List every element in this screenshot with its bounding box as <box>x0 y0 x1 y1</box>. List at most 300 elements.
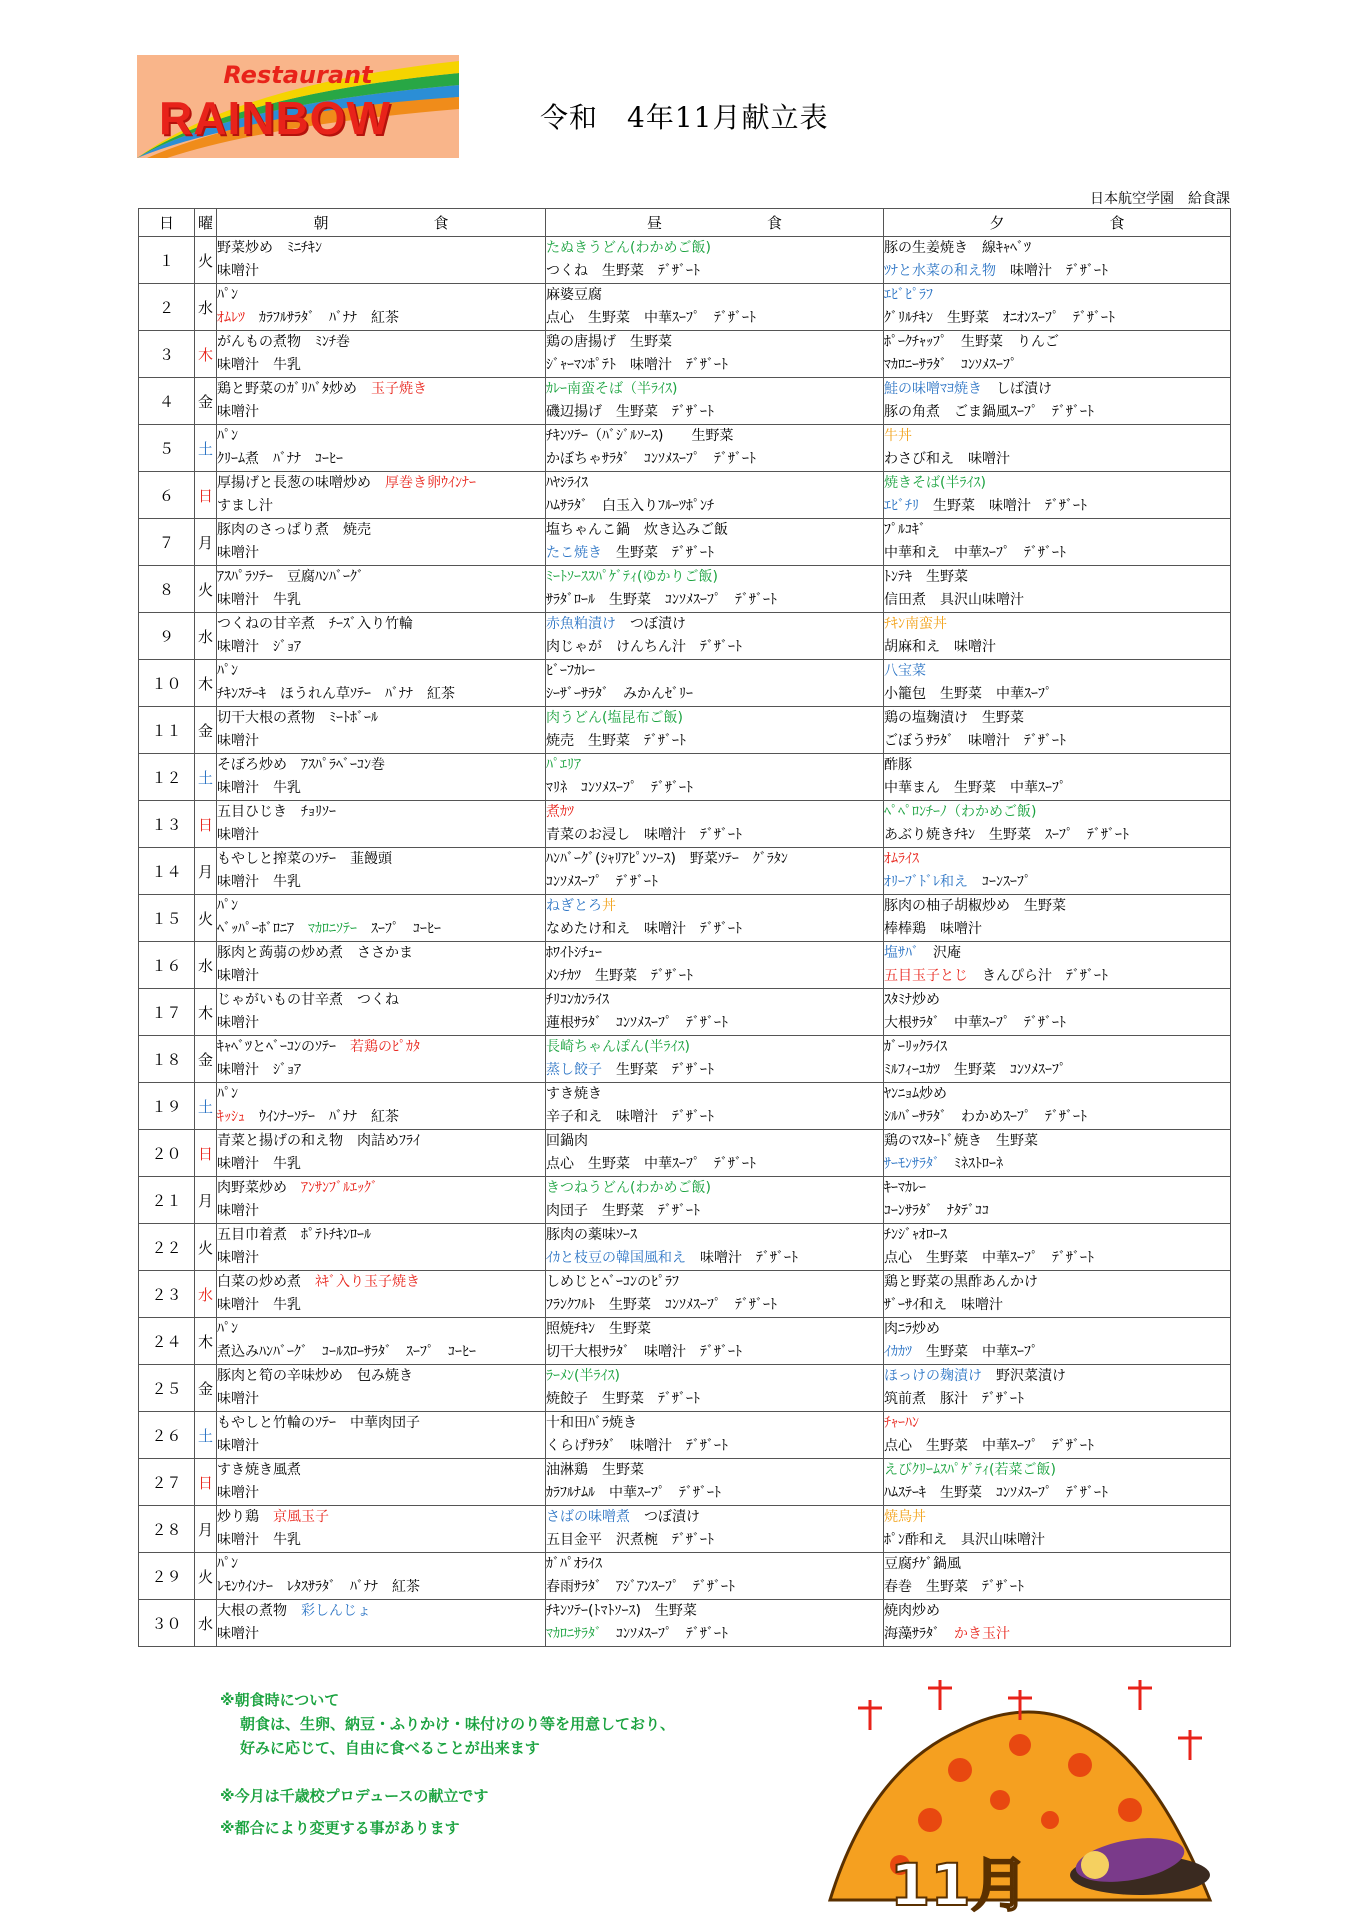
lunch-line <box>546 942 883 965</box>
day-cell: ２０ <box>139 1130 195 1177</box>
menu-item-text: ｸﾘｰﾑ煮 ﾊﾞﾅﾅ ｺｰﾋｰ <box>217 451 343 467</box>
breakfast-line <box>217 777 545 800</box>
dinner-cell <box>884 1553 1231 1600</box>
breakfast-line <box>217 1153 545 1176</box>
menu-item-text: 辛子和え 味噌汁 ﾃﾞｻﾞｰﾄ <box>546 1109 714 1125</box>
menu-item-text: 照焼ﾁｷﾝ 生野菜 <box>546 1321 651 1337</box>
breakfast-line <box>217 1059 545 1082</box>
weekday-cell: 日 <box>195 801 217 848</box>
menu-item-text: ｶﾞｰﾘｯｸﾗｲｽ <box>884 1039 947 1055</box>
breakfast-line <box>217 730 545 753</box>
menu-item-text: ねぎとろ <box>546 898 602 914</box>
lunch-cell <box>546 237 884 284</box>
dinner-line <box>884 1083 1230 1106</box>
lunch-line <box>546 1271 883 1294</box>
lunch-cell <box>546 801 884 848</box>
menu-item-text: 味噌汁 <box>217 404 259 420</box>
lunch-line <box>546 1482 883 1505</box>
menu-item-text: ﾊﾝﾊﾞｰｸﾞ(ｼｬﾘｱﾋﾟﾝｿｰｽ) 野菜ｿﾃｰ ｸﾞﾗﾀﾝ <box>546 851 788 867</box>
breakfast-cell <box>217 660 546 707</box>
day-cell: ２７ <box>139 1459 195 1506</box>
menu-item-text: もやしと搾菜のｿﾃｰ 韮饅頭 <box>217 851 392 867</box>
dinner-cell <box>884 1600 1231 1647</box>
breakfast-line <box>217 848 545 871</box>
day-cell: ９ <box>139 613 195 660</box>
menu-item-text: 信田煮 具沢山味噌汁 <box>884 592 1024 608</box>
menu-row <box>139 519 1231 566</box>
menu-item-text: ﾊﾟﾝ <box>217 287 238 303</box>
weekday-cell: 日 <box>195 1459 217 1506</box>
table-header-row <box>139 209 1231 237</box>
menu-item-text: 切干大根の煮物 ﾐｰﾄﾎﾞｰﾙ <box>217 710 378 726</box>
menu-item-text: 味噌汁 <box>217 1485 259 1501</box>
menu-item-text: 鶏と野菜のｶﾞﾘﾊﾞﾀ炒め <box>217 381 371 397</box>
weekday-cell: 火 <box>195 237 217 284</box>
menu-item-text: 彩しんじょ <box>301 1603 371 1619</box>
day-cell: ２６ <box>139 1412 195 1459</box>
menu-item-text: ﾊﾟﾝ <box>217 1321 238 1337</box>
dinner-line <box>884 730 1230 753</box>
breakfast-cell <box>217 566 546 613</box>
breakfast-cell <box>217 1224 546 1271</box>
day-cell: １ <box>139 237 195 284</box>
menu-item-text: 炒り鶏 <box>217 1509 273 1525</box>
breakfast-cell <box>217 613 546 660</box>
menu-row <box>139 1318 1231 1365</box>
breakfast-line <box>217 660 545 683</box>
breakfast-line <box>217 918 545 941</box>
menu-item-text: ｼﾙﾊﾞｰｻﾗﾀﾞ わかめｽｰﾌﾟ ﾃﾞｻﾞｰﾄ <box>884 1109 1087 1125</box>
menu-item-text: 鶏のﾏｽﾀｰﾄﾞ焼き 生野菜 <box>884 1133 1038 1149</box>
lunch-cell <box>546 472 884 519</box>
menu-item-text: ﾄﾝﾃｷ 生野菜 <box>884 569 968 585</box>
breakfast-line <box>217 1459 545 1482</box>
lunch-cell <box>546 613 884 660</box>
menu-item-text: ごぼうｻﾗﾀﾞ 味噌汁 ﾃﾞｻﾞｰﾄ <box>884 733 1066 749</box>
menu-item-text: 味噌汁 <box>217 1626 259 1642</box>
menu-item-text: 磯辺揚げ 生野菜 ﾃﾞｻﾞｰﾄ <box>546 404 714 420</box>
menu-item-text: ｽﾀﾐﾅ炒め <box>884 992 940 1008</box>
lunch-line <box>546 1553 883 1576</box>
menu-item-text: がんもの煮物 ﾐﾝﾁ巻 <box>217 334 350 350</box>
header-day: 日 <box>139 209 195 237</box>
menu-row <box>139 1036 1231 1083</box>
lunch-cell <box>546 284 884 331</box>
menu-item-text: ｽｰﾌﾟ ｺｰﾋｰ <box>357 921 441 937</box>
menu-item-text: ﾔﾝﾆｮﾑ炒め <box>884 1086 947 1102</box>
menu-table <box>138 208 1231 1647</box>
lunch-line <box>546 636 883 659</box>
dinner-line <box>884 589 1230 612</box>
menu-item-text: ﾊﾟﾝ <box>217 1086 238 1102</box>
dinner-cell <box>884 1130 1231 1177</box>
menu-item-text: ﾍﾟﾍﾟﾛﾝﾁｰﾉ（わかめご飯) <box>884 804 1037 820</box>
menu-item-text: あぶり焼きﾁｷﾝ 生野菜 ｽｰﾌﾟ ﾃﾞｻﾞｰﾄ <box>884 827 1129 843</box>
menu-item-text: ｺﾝｿﾒｽｰﾌﾟ ﾃﾞｻﾞｰﾄ <box>602 1626 728 1642</box>
breakfast-cell <box>217 1506 546 1553</box>
menu-item-text: 十和田ﾊﾞﾗ焼き <box>546 1415 637 1431</box>
menu-item-text: 赤魚粕漬け <box>546 616 616 632</box>
dinner-cell <box>884 754 1231 801</box>
breakfast-line <box>217 542 545 565</box>
logo-restaurant-text: Restaurant <box>223 61 373 89</box>
menu-table-body <box>139 237 1231 1647</box>
breakfast-line <box>217 1177 545 1200</box>
lunch-line <box>546 1083 883 1106</box>
breakfast-cell <box>217 472 546 519</box>
menu-item-text: 味噌汁 <box>217 263 259 279</box>
menu-item-text: ﾌﾗﾝｸﾌﾙﾄ 生野菜 ｺﾝｿﾒｽｰﾌﾟ ﾃﾞｻﾞｰﾄ <box>546 1297 777 1313</box>
menu-item-text: ｱﾝｻﾝﾌﾞﾙｴｯｸﾞ <box>301 1180 378 1196</box>
menu-item-text: ｻﾞｰｻｲ和え 味噌汁 <box>884 1297 1003 1313</box>
day-cell: ３ <box>139 331 195 378</box>
breakfast-line <box>217 1553 545 1576</box>
breakfast-cell <box>217 1130 546 1177</box>
dinner-cell <box>884 1083 1231 1130</box>
breakfast-line <box>217 1106 545 1129</box>
weekday-cell: 火 <box>195 895 217 942</box>
weekday-cell: 水 <box>195 1271 217 1318</box>
lunch-cell <box>546 1318 884 1365</box>
weekday-cell: 日 <box>195 1130 217 1177</box>
menu-row <box>139 1130 1231 1177</box>
menu-item-text: 麻婆豆腐 <box>546 287 602 303</box>
breakfast-line <box>217 284 545 307</box>
dinner-cell <box>884 1459 1231 1506</box>
page-title: 令和 4年11月献立表 <box>540 101 829 134</box>
menu-item-text: つくね 生野菜 ﾃﾞｻﾞｰﾄ <box>546 263 700 279</box>
lunch-line <box>546 1153 883 1176</box>
dinner-cell <box>884 1036 1231 1083</box>
dinner-line <box>884 754 1230 777</box>
breakfast-line <box>217 965 545 988</box>
lunch-line <box>546 472 883 495</box>
day-cell: １８ <box>139 1036 195 1083</box>
dinner-line <box>884 1224 1230 1247</box>
dinner-line <box>884 1623 1230 1646</box>
lunch-line <box>546 448 883 471</box>
menu-row <box>139 1553 1231 1600</box>
menu-item-text: 若鶏のﾋﾟｶﾀ <box>350 1039 420 1055</box>
menu-item-text: えびｸﾘｰﾑｽﾊﾟｹﾞﾃｨ(若菜ご飯) <box>884 1462 1056 1478</box>
dinner-cell <box>884 519 1231 566</box>
menu-row <box>139 754 1231 801</box>
lunch-cell <box>546 1365 884 1412</box>
menu-item-text: ｶﾞﾊﾟｵﾗｲｽ <box>546 1556 602 1572</box>
menu-item-text: 塩ｻﾊﾞ <box>884 945 919 961</box>
day-cell: ３０ <box>139 1600 195 1647</box>
lunch-line <box>546 1341 883 1364</box>
menu-item-text: ﾐｰﾄｿｰｽｽﾊﾟｹﾞﾃｨ(ゆかりご飯) <box>546 569 718 585</box>
breakfast-cell <box>217 519 546 566</box>
menu-item-text: 鶏の唐揚げ 生野菜 <box>546 334 672 350</box>
weekday-cell: 水 <box>195 942 217 989</box>
menu-item-text: 大根の煮物 <box>217 1603 301 1619</box>
menu-item-text: ｻﾗﾀﾞﾛｰﾙ 生野菜 ｺﾝｿﾒｽｰﾌﾟ ﾃﾞｻﾞｰﾄ <box>546 592 777 608</box>
menu-item-text: 五目金平 沢煮椀 ﾃﾞｻﾞｰﾄ <box>546 1532 714 1548</box>
weekday-cell: 金 <box>195 1036 217 1083</box>
lunch-line <box>546 542 883 565</box>
menu-item-text: ﾏｶﾛﾆｻﾗﾀﾞ <box>546 1626 602 1642</box>
lunch-cell <box>546 1553 884 1600</box>
day-cell: ８ <box>139 566 195 613</box>
restaurant-rainbow-logo <box>137 55 459 158</box>
breakfast-cell <box>217 942 546 989</box>
lunch-line <box>546 401 883 424</box>
breakfast-cell <box>217 1553 546 1600</box>
lunch-line <box>546 918 883 941</box>
menu-item-text: ﾍﾞｯﾊﾟｰﾎﾞﾛﾆｱ <box>217 921 308 937</box>
breakfast-cell <box>217 425 546 472</box>
lunch-line <box>546 1200 883 1223</box>
menu-item-text: 厚揚げと長葱の味噌炒め <box>217 475 385 491</box>
day-cell: １２ <box>139 754 195 801</box>
menu-item-text: かき玉汁 <box>954 1626 1010 1642</box>
menu-item-text: 肉じゃが けんちん汁 ﾃﾞｻﾞｰﾄ <box>546 639 742 655</box>
day-cell: ２ <box>139 284 195 331</box>
breakfast-cell <box>217 707 546 754</box>
menu-item-text: ｺｰﾝｻﾗﾀﾞ ﾅﾀﾃﾞｺｺ <box>884 1203 989 1219</box>
menu-row <box>139 801 1231 848</box>
dinner-line <box>884 1271 1230 1294</box>
menu-row <box>139 707 1231 754</box>
breakfast-line <box>217 1036 545 1059</box>
dinner-cell <box>884 1318 1231 1365</box>
menu-row <box>139 284 1231 331</box>
day-cell: １３ <box>139 801 195 848</box>
menu-row <box>139 989 1231 1036</box>
note-breakfast-line2: 好みに応じて、自由に食べることが出来ます <box>240 1739 540 1757</box>
day-cell: １４ <box>139 848 195 895</box>
weekday-cell: 土 <box>195 425 217 472</box>
dinner-line <box>884 918 1230 941</box>
weekday-cell: 火 <box>195 566 217 613</box>
menu-item-text: 味噌汁 ﾃﾞｻﾞｰﾄ <box>686 1250 798 1266</box>
menu-item-text: 五目玉子とじ <box>884 968 968 984</box>
menu-item-text: 肉団子 生野菜 ﾃﾞｻﾞｰﾄ <box>546 1203 700 1219</box>
menu-item-text: 生野菜 ﾃﾞｻﾞｰﾄ <box>602 545 714 561</box>
lunch-line <box>546 1459 883 1482</box>
menu-item-text: 鮭の味噌ﾏﾖ焼き <box>884 381 982 397</box>
menu-item-text: 味噌汁 <box>217 1203 259 1219</box>
dinner-cell <box>884 566 1231 613</box>
menu-item-text: 肉ﾆﾗ炒め <box>884 1321 940 1337</box>
menu-item-text: 点心 生野菜 中華ｽｰﾌﾟ ﾃﾞｻﾞｰﾄ <box>546 1156 756 1172</box>
dinner-cell <box>884 895 1231 942</box>
header-weekday: 曜 <box>195 209 217 237</box>
header-lunch: 昼 食 <box>546 209 884 237</box>
menu-row <box>139 613 1231 660</box>
menu-item-text: 焼鳥丼 <box>884 1509 926 1525</box>
dinner-line <box>884 448 1230 471</box>
lunch-cell <box>546 942 884 989</box>
menu-item-text: ほっけの麹漬け <box>884 1368 982 1384</box>
breakfast-line <box>217 1412 545 1435</box>
breakfast-line <box>217 707 545 730</box>
lunch-cell <box>546 1083 884 1130</box>
dinner-line <box>884 613 1230 636</box>
breakfast-line <box>217 613 545 636</box>
lunch-line <box>546 1623 883 1646</box>
dinner-line <box>884 284 1230 307</box>
menu-item-text: ﾂﾅと水菜の和え物 <box>884 263 996 279</box>
lunch-line <box>546 1294 883 1317</box>
lunch-cell <box>546 1224 884 1271</box>
lunch-cell <box>546 1412 884 1459</box>
menu-item-text: 豆腐ﾁｹﾞ鍋風 <box>884 1556 961 1572</box>
menu-item-text: ﾈｷﾞ入り玉子焼き <box>315 1274 420 1290</box>
breakfast-line <box>217 871 545 894</box>
day-cell: １６ <box>139 942 195 989</box>
menu-item-text: 切干大根ｻﾗﾀﾞ 味噌汁 ﾃﾞｻﾞｰﾄ <box>546 1344 742 1360</box>
menu-item-text: 煮込みﾊﾝﾊﾞｰｸﾞ ｺｰﾙｽﾛｰｻﾗﾀﾞ ｽｰﾌﾟ ｺｰﾋｰ <box>217 1344 476 1360</box>
autumn-mountain-sweet-potato-illustration <box>810 1650 1230 1919</box>
lunch-line <box>546 1247 883 1270</box>
menu-item-text: 豚肉のさっぱり煮 焼売 <box>217 522 371 538</box>
menu-row <box>139 1506 1231 1553</box>
menu-item-text: 味噌汁 <box>217 545 259 561</box>
menu-item-text: 味噌汁 <box>217 827 259 843</box>
menu-item-text: ｺﾝｿﾒｽｰﾌﾟ ﾃﾞｻﾞｰﾄ <box>546 874 658 890</box>
breakfast-line <box>217 1435 545 1458</box>
menu-item-text: 五目ひじき ﾁｮﾘｿｰ <box>217 804 336 820</box>
menu-item-text: 豚の角煮 ごま鍋風ｽｰﾌﾟ ﾃﾞｻﾞｰﾄ <box>884 404 1094 420</box>
menu-item-text: 肉うどん(塩昆布ご飯) <box>546 710 683 726</box>
menu-item-text: つくねの甘辛煮 ﾁｰｽﾞ入り竹輪 <box>217 616 413 632</box>
dinner-cell <box>884 848 1231 895</box>
dinner-line <box>884 1247 1230 1270</box>
dinner-line <box>884 1529 1230 1552</box>
breakfast-cell <box>217 378 546 425</box>
dinner-cell <box>884 237 1231 284</box>
dinner-cell <box>884 707 1231 754</box>
menu-item-text: ﾊﾔｼﾗｲｽ <box>546 475 588 491</box>
menu-item-text: 豚肉と蒟蒻の炒め煮 ささかま <box>217 945 413 961</box>
menu-row <box>139 237 1231 284</box>
menu-item-text: 豚の生姜焼き 線ｷｬﾍﾞﾂ <box>884 240 1031 256</box>
menu-item-text: 牛丼 <box>884 428 912 444</box>
menu-item-text: きつねうどん(わかめご飯) <box>546 1180 711 1196</box>
lunch-line <box>546 495 883 518</box>
breakfast-line <box>217 1623 545 1646</box>
menu-row <box>139 1177 1231 1224</box>
menu-item-text: ｲｶと枝豆の韓国風和え <box>546 1250 686 1266</box>
lunch-line <box>546 824 883 847</box>
menu-row <box>139 425 1231 472</box>
menu-item-text: ﾁｷﾝ南蛮丼 <box>884 616 947 632</box>
note-chitose-produce: ※今月は千歳校プロデュースの献立です <box>220 1787 489 1805</box>
dinner-line <box>884 519 1230 542</box>
dinner-line <box>884 989 1230 1012</box>
menu-item-text: 青菜と揚げの和え物 肉詰めﾌﾗｲ <box>217 1133 420 1149</box>
dinner-line <box>884 1036 1230 1059</box>
menu-item-text: 味噌汁 牛乳 <box>217 780 301 796</box>
weekday-cell: 土 <box>195 1083 217 1130</box>
day-cell: １１ <box>139 707 195 754</box>
menu-item-text: 蒸し餃子 <box>546 1062 602 1078</box>
weekday-cell: 月 <box>195 519 217 566</box>
lunch-cell <box>546 1177 884 1224</box>
lunch-line <box>546 707 883 730</box>
dinner-line <box>884 1600 1230 1623</box>
dinner-cell <box>884 801 1231 848</box>
menu-item-text: ｼｰｻﾞｰｻﾗﾀﾞ みかんｾﾞﾘｰ <box>546 686 693 702</box>
breakfast-cell <box>217 895 546 942</box>
lunch-cell <box>546 1130 884 1177</box>
menu-item-text: しめじとﾍﾞｰｺﾝのﾋﾟﾗﾌ <box>546 1274 679 1290</box>
lunch-line <box>546 354 883 377</box>
dinner-line <box>884 1294 1230 1317</box>
breakfast-line <box>217 1482 545 1505</box>
menu-item-text: ﾊﾟﾝ <box>217 663 238 679</box>
lunch-line <box>546 1059 883 1082</box>
menu-item-text: 肉野菜炒め <box>217 1180 301 1196</box>
lunch-line <box>546 1600 883 1623</box>
menu-item-text: 味噌汁 牛乳 <box>217 1297 301 1313</box>
breakfast-line <box>217 1130 545 1153</box>
breakfast-cell <box>217 1600 546 1647</box>
menu-item-text: 塩ちゃんこ鍋 炊き込みご飯 <box>546 522 728 538</box>
lunch-line <box>546 1506 883 1529</box>
menu-item-text: ﾎﾟｰｸﾁｬｯﾌﾟ 生野菜 りんご <box>884 334 1059 350</box>
menu-item-text: くらげｻﾗﾀﾞ 味噌汁 ﾃﾞｻﾞｰﾄ <box>546 1438 728 1454</box>
menu-item-text: すき焼き <box>546 1086 602 1102</box>
breakfast-cell <box>217 284 546 331</box>
dinner-line <box>884 1435 1230 1458</box>
dinner-cell <box>884 284 1231 331</box>
menu-item-text: ﾎﾜｲﾄｼﾁｭｰ <box>546 945 602 961</box>
breakfast-line <box>217 895 545 918</box>
menu-item-text: ｷｯｼｭ <box>217 1109 245 1125</box>
menu-item-text: たこ焼き <box>546 545 602 561</box>
dinner-line <box>884 401 1230 424</box>
menu-item-text: ﾗｰﾒﾝ(半ﾗｲｽ) <box>546 1368 620 1384</box>
menu-item-text: 春巻 生野菜 ﾃﾞｻﾞｰﾄ <box>884 1579 1024 1595</box>
dinner-line <box>884 354 1230 377</box>
menu-item-text: 棒棒鶏 味噌汁 <box>884 921 982 937</box>
lunch-line <box>546 730 883 753</box>
day-cell: ２３ <box>139 1271 195 1318</box>
breakfast-cell <box>217 1177 546 1224</box>
breakfast-line <box>217 1224 545 1247</box>
menu-item-text: ﾌﾟﾙｺｷﾞ <box>884 522 926 538</box>
menu-item-text: 味噌汁 牛乳 <box>217 592 301 608</box>
menu-item-text: 味噌汁 牛乳 <box>217 357 301 373</box>
menu-item-text: 青菜のお浸し 味噌汁 ﾃﾞｻﾞｰﾄ <box>546 827 742 843</box>
header-breakfast: 朝 食 <box>217 209 546 237</box>
menu-item-text: ﾊﾑｻﾗﾀﾞ 白玉入りﾌﾙｰﾂﾎﾟﾝﾁ <box>546 498 714 514</box>
menu-item-text: ｴﾋﾞﾋﾟﾗﾌ <box>884 287 933 303</box>
lunch-line <box>546 1388 883 1411</box>
day-cell: ２９ <box>139 1553 195 1600</box>
lunch-cell <box>546 848 884 895</box>
breakfast-line <box>217 1529 545 1552</box>
breakfast-line <box>217 307 545 330</box>
breakfast-cell <box>217 848 546 895</box>
breakfast-line <box>217 495 545 518</box>
breakfast-line <box>217 425 545 448</box>
dinner-line <box>884 1200 1230 1223</box>
lunch-line <box>546 566 883 589</box>
lunch-line <box>546 1435 883 1458</box>
breakfast-line <box>217 354 545 377</box>
menu-item-text: 焼きそば(半ﾗｲｽ) <box>884 475 986 491</box>
menu-item-text: 点心 生野菜 中華ｽｰﾌﾟ ﾃﾞｻﾞｰﾄ <box>546 310 756 326</box>
menu-item-text: 鶏の塩麹漬け 生野菜 <box>884 710 1024 726</box>
day-cell: ５ <box>139 425 195 472</box>
menu-item-text: ﾊﾑｽﾃｰｷ 生野菜 ｺﾝｿﾒｽｰﾌﾟ ﾃﾞｻﾞｰﾄ <box>884 1485 1108 1501</box>
lunch-cell <box>546 1036 884 1083</box>
